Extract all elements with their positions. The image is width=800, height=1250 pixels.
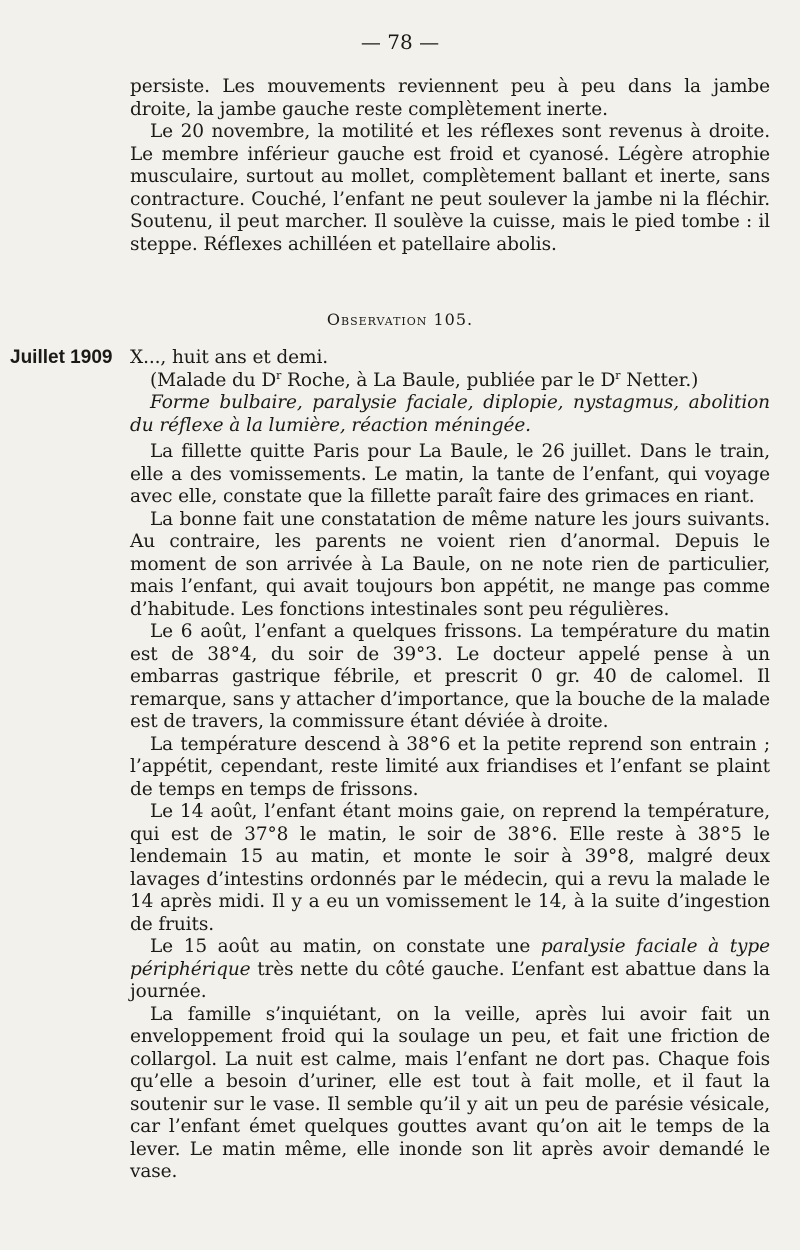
paragraph: Le 15 août au matin, on constate une paralysie faciale à type périphérique très nette du côté gauche. L’enfant est abattue dans la journée. <box>130 936 770 1002</box>
paragraph: La famille s’inquiétant, on la veille, après lui avoir fait un enveloppement froid qui la soulage un peu, et fait une friction de collargol. La nuit est calme, mais l’enfant ne dort pas. Chaque fois qu’elle a besoin d’uriner, elle est tout à fait molle, et il faut la soutenir sur le vase. Il semble qu’il y ait un peu de parésie vésicale, car l’enfant émet quelques gouttes avant qu’on ait le temps de la lever. Le matin même, elle inonde son lit après avoir demandé le vase. <box>130 1003 770 1182</box>
observation-title: Observation 105. <box>326 310 474 329</box>
paragraph: La température descend à 38°6 et la petite reprend son entrain ; l’appétit, cependant, reste limité aux friandises et l’enfant se plaint de temps en temps de frissons. <box>130 733 770 800</box>
top-text-block <box>130 76 770 256</box>
margin-date: Juillet 1909 <box>10 347 113 368</box>
source-line: (Malade du $D^r$ Roche, à La Baule, publiée par le $D^r$ Netter.) <box>150 368 699 391</box>
paragraph: Le 20 novembre, la motilité et les réflexes sont revenus à droite. Le membre inférieur gauche est froid et cyanosé. Légère atrophie musculaire, surtout au mollet, complètement ballant et inerte, sans contracture. Couché, l’enfant ne peut soulever la jambe ni la fléchir. Soutenu, il peut marcher. Il soulève la cuisse, mais le pied tombe : il steppe. Réflexes achilléen et patellaire abolis. <box>130 121 770 255</box>
paragraph: La fillette quitte Paris pour La Baule, le 26 juillet. Dans le train, elle a des vomissements. Le matin, la tante de l’enfant, qui voyage avec elle, constate que la fillette paraît faire des grimaces en riant. <box>130 441 770 507</box>
summary-line: Forme bulbaire, paralysie faciale, diplopie, nystagmus, abolition du réflexe à la lumière, réaction méningée. <box>130 392 770 436</box>
paragraph-continuation: persiste. Les mouvements reviennent peu à peu dans la jambe droite, la jambe gauche reste complètement inerte. <box>130 76 770 120</box>
patient-line: X..., huit ans et demi. <box>130 347 329 368</box>
paragraph: Le 6 août, l’enfant a quelques frissons. La température du matin est de 38°4, du soir de 39°3. Le docteur appelé pense à un embarras gastrique fébrile, et prescrit 0 gr. 40 de calomel. Il remarque, sans y attacher d’importance, que la bouche de la malade est de travers, la commissure étant déviée à droite. <box>130 621 770 732</box>
paragraph: La bonne fait une constatation de même nature les jours suivants. Au contraire, les parents ne voient rien d’anormal. Depuis le moment de son arrivée à La Baule, on ne note rien de particulier, mais l’enfant, qui avait toujours bon appétit, ne mange pas comme d’habitude. Les fonctions intestinales sont peu régulières. <box>130 508 770 620</box>
page-number: — 78 — <box>360 30 440 54</box>
paragraph: Le 14 août, l’enfant étant moins gaie, on reprend la température, qui est de 37°8 le matin, le soir de 38°6. Elle reste à 38°5 le lendemain 15 au matin, et monte le soir à 39°8, malgré deux lavages d’intestins ordonnés par le médecin, qui a revu la malade le 14 après midi. Il y a eu un vomissement le 14, à la suite d’ingestion de fruits. <box>130 801 770 935</box>
observation-body <box>130 347 770 1184</box>
